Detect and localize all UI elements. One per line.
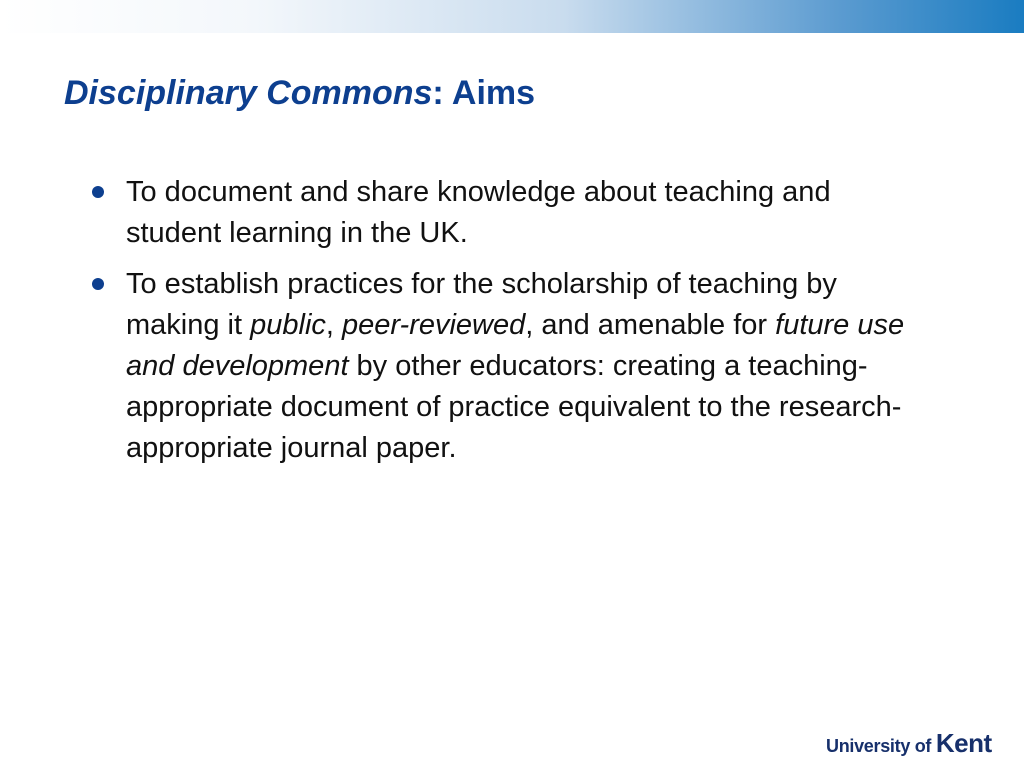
bullet-segment-italic: peer-reviewed xyxy=(342,309,526,341)
bullet-segment: by other educators: creating a teaching-appropriate document of practice equivalent to the research-appropriate journal paper. xyxy=(126,350,902,464)
bullet-dot-icon xyxy=(92,186,104,198)
university-logo xyxy=(826,728,992,759)
bullet-segment-italic: future use and development xyxy=(126,309,905,382)
bullet-item xyxy=(86,172,916,254)
bullet-segment: To establish practices for the scholarship of teaching by making it xyxy=(126,268,837,341)
title-italic-part: Disciplinary Commons xyxy=(64,74,433,112)
bullet-segment: , and amenable for xyxy=(525,309,776,341)
title-rest: : Aims xyxy=(432,74,536,112)
bullet-segment: To document and share knowledge about teaching and student learning in the UK. xyxy=(126,176,831,249)
bullet-segment-italic: public xyxy=(250,309,326,341)
header-gradient-band xyxy=(0,0,1024,33)
bullet-item xyxy=(86,264,916,469)
slide-title xyxy=(64,74,535,113)
bullet-list xyxy=(86,172,916,479)
logo-prefix: University of xyxy=(826,736,936,756)
logo-name: Kent xyxy=(935,728,992,758)
bullet-dot-icon xyxy=(92,278,104,290)
bullet-segment: , xyxy=(325,309,343,341)
